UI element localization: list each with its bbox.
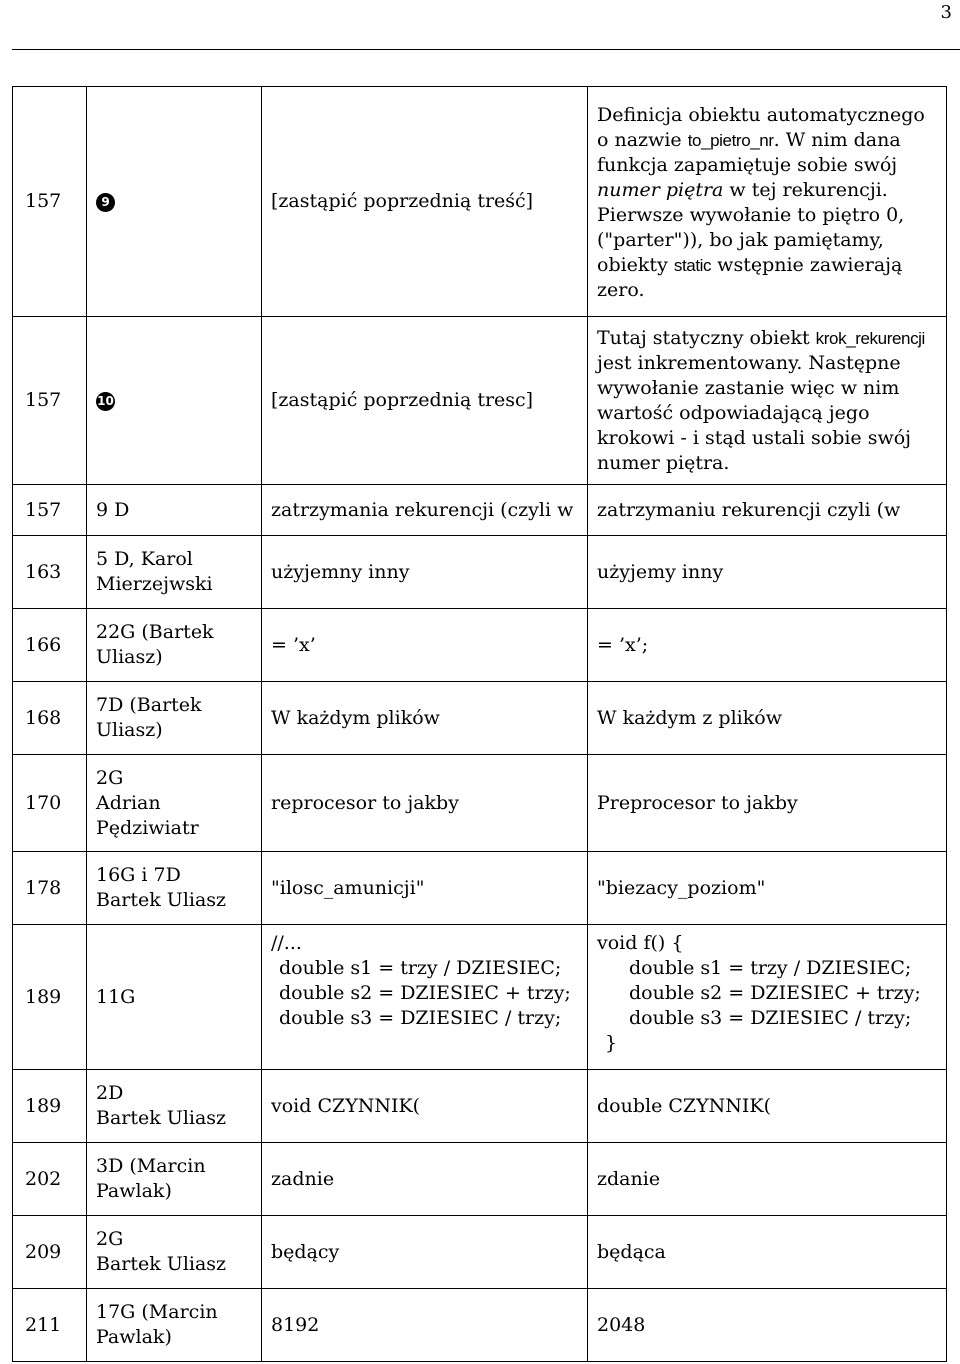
wrong-text-cell: [zastąpić poprzednią treść] xyxy=(262,87,588,317)
code-line: double s3 = DZIESIEC / trzy; xyxy=(629,1007,912,1029)
page-cell: 157 xyxy=(13,87,87,317)
place-cell: 22G (Bartek Uliasz) xyxy=(87,609,262,682)
table-row xyxy=(13,1070,947,1143)
correct-text-cell xyxy=(588,925,947,1070)
page-number: 3 xyxy=(940,2,952,23)
table-row xyxy=(13,755,947,852)
wrong-text-cell: void CZYNNIK( xyxy=(262,1070,588,1143)
place-cell: 7D (Bartek Uliasz) xyxy=(87,682,262,755)
correct-text-cell: Preprocesor to jakby xyxy=(588,755,947,852)
correct-text-cell: Definicja obiektu automatycznego o nazwie to_pietro_nr. W nim dana funkcja zapamiętuje sobie swój numer piętra w tej rekurencji. Pierwsze wywołanie to piętro 0, ("parter")), bo jak pamiętamy, obiekty static wstępnie zawierają zero. xyxy=(588,87,947,317)
correct-text-cell: = ’x’; xyxy=(588,609,947,682)
correct-text-cell: użyjemy inny xyxy=(588,536,947,609)
place-cell: 2G Adrian Pędziwiatr xyxy=(87,755,262,852)
circled-number-marker: 10 xyxy=(96,392,115,411)
place-cell: 16G i 7D Bartek Uliasz xyxy=(87,852,262,925)
place-cell: 17G (Marcin Pawlak) xyxy=(87,1289,262,1362)
code-line: double s2 = DZIESIEC + trzy; xyxy=(279,982,571,1004)
place-cell: 2D Bartek Uliasz xyxy=(87,1070,262,1143)
place-cell: 9 D xyxy=(87,485,262,536)
wrong-text-cell: = ’x’ xyxy=(262,609,588,682)
code-line: //... xyxy=(271,932,302,954)
code-line: double s3 = DZIESIEC / trzy; xyxy=(279,1007,562,1029)
page-cell: 166 xyxy=(13,609,87,682)
table-row xyxy=(13,1143,947,1216)
wrong-text-cell xyxy=(262,925,588,1070)
circled-number-marker: 9 xyxy=(96,193,115,212)
code-identifier: krok_rekurencji xyxy=(815,328,925,348)
table-row xyxy=(13,536,947,609)
page-cell: 163 xyxy=(13,536,87,609)
correct-text-cell: 2048 xyxy=(588,1289,947,1362)
code-line: double s1 = trzy / DZIESIEC; xyxy=(629,957,912,979)
place-cell: 2G Bartek Uliasz xyxy=(87,1216,262,1289)
page-cell: 178 xyxy=(13,852,87,925)
page-cell: 157 xyxy=(13,317,87,485)
code-identifier: static xyxy=(673,256,712,275)
code-identifier: to_pietro_nr xyxy=(687,131,774,150)
correct-text-cell: double CZYNNIK( xyxy=(588,1070,947,1143)
wrong-text-cell: [zastąpić poprzednią tresc] xyxy=(262,317,588,485)
table-row xyxy=(13,1216,947,1289)
table-row xyxy=(13,852,947,925)
wrong-text-cell: 8192 xyxy=(262,1289,588,1362)
page-cell: 170 xyxy=(13,755,87,852)
place-cell xyxy=(87,87,262,317)
table-row xyxy=(13,485,947,536)
correct-text-cell: będąca xyxy=(588,1216,947,1289)
code-line: double s1 = trzy / DZIESIEC; xyxy=(279,957,562,979)
table-row xyxy=(13,87,947,317)
place-cell xyxy=(87,317,262,485)
table-row xyxy=(13,317,947,485)
correct-text-cell: W każdym z plików xyxy=(588,682,947,755)
correct-text-cell: "biezacy_poziom" xyxy=(588,852,947,925)
wrong-text-cell: "ilosc_amunicji" xyxy=(262,852,588,925)
place-cell: 5 D, Karol Mierzejwski xyxy=(87,536,262,609)
wrong-text-cell: reprocesor to jakby xyxy=(262,755,588,852)
page-cell: 202 xyxy=(13,1143,87,1216)
wrong-text-cell: będący xyxy=(262,1216,588,1289)
errata-table xyxy=(12,86,947,1362)
code-line: } xyxy=(605,1032,618,1054)
page-cell: 211 xyxy=(13,1289,87,1362)
table-row xyxy=(13,682,947,755)
table-row xyxy=(13,1289,947,1362)
page-cell: 209 xyxy=(13,1216,87,1289)
table-row xyxy=(13,609,947,682)
correct-text-cell: zatrzymaniu rekurencji czyli (w xyxy=(588,485,947,536)
code-line: double s2 = DZIESIEC + trzy; xyxy=(629,982,921,1004)
wrong-text-cell: użyjemny inny xyxy=(262,536,588,609)
correct-text-cell: Tutaj statyczny obiekt krok_rekurencji jest inkrementowany. Następne wywołanie zastanie więc w nim wartość odpowiadającą jego krokowi - i stąd ustali sobie swój numer piętra. xyxy=(588,317,947,485)
page-cell: 157 xyxy=(13,485,87,536)
header-rule xyxy=(12,49,960,50)
code-line: void f() { xyxy=(597,932,684,954)
emphasis: numer piętra xyxy=(597,179,724,201)
wrong-text-cell: W każdym plików xyxy=(262,682,588,755)
place-cell: 3D (Marcin Pawlak) xyxy=(87,1143,262,1216)
page-cell: 189 xyxy=(13,925,87,1070)
correct-text-cell: zdanie xyxy=(588,1143,947,1216)
wrong-text-cell: zadnie xyxy=(262,1143,588,1216)
page-cell: 168 xyxy=(13,682,87,755)
page-cell: 189 xyxy=(13,1070,87,1143)
table-row xyxy=(13,925,947,1070)
wrong-text-cell: zatrzymania rekurencji (czyli w xyxy=(262,485,588,536)
place-cell: 11G xyxy=(87,925,262,1070)
